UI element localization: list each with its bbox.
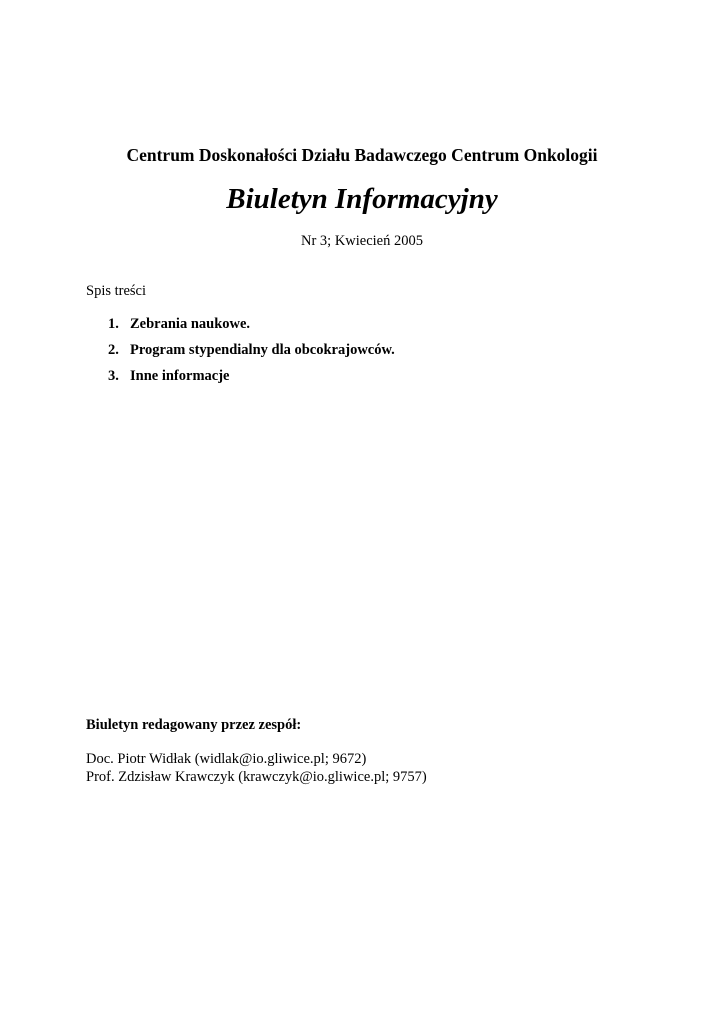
editor-widlak: Doc. Piotr Widłak (widlak@io.gliwice.pl; 9672) xyxy=(86,751,367,767)
toc-item-inne-informacje xyxy=(108,366,395,392)
toc-item-program-stypendialny xyxy=(108,340,395,366)
editors-heading: Biuletyn redagowany przez zespół: xyxy=(86,717,302,733)
table-of-contents-heading: Spis treści xyxy=(86,283,147,299)
toc-item-number: 2. xyxy=(108,342,119,358)
table-of-contents-list xyxy=(108,314,395,392)
toc-item-label: Program stypendialny dla obcokrajowców. xyxy=(130,342,395,358)
toc-item-label: Inne informacje xyxy=(130,368,230,384)
toc-item-number: 1. xyxy=(108,316,119,332)
toc-item-zebrania xyxy=(108,314,395,340)
toc-item-label: Zebrania naukowe. xyxy=(130,316,251,332)
toc-item-number: 3. xyxy=(108,368,119,384)
organization-name: Centrum Doskonałości Działu Badawczego Centrum Onkologii xyxy=(126,145,598,165)
bulletin-title: Biuletyn Informacyjny xyxy=(226,183,498,215)
issue-number-date: Nr 3; Kwiecień 2005 xyxy=(300,233,423,249)
editor-krawczyk: Prof. Zdzisław Krawczyk (krawczyk@io.gliwice.pl; 9757) xyxy=(86,769,427,785)
editors-list xyxy=(86,750,427,786)
